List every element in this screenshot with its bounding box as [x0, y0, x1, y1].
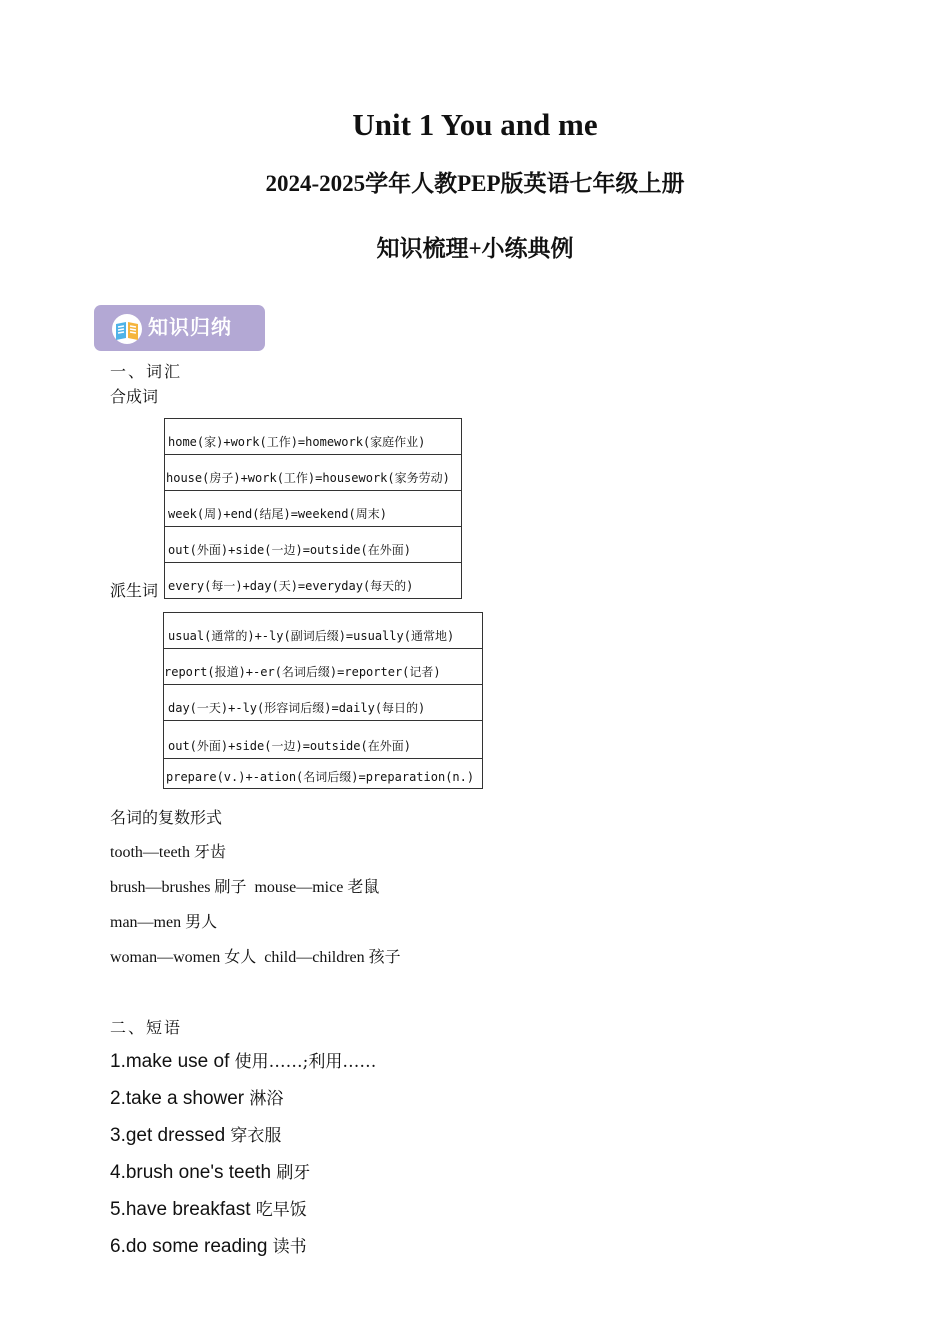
phrase-item	[110, 1123, 281, 1149]
plural-english: mouse—mice	[254, 879, 344, 896]
table-cell: home(家)+work(工作)=homework(家庭作业)	[165, 419, 462, 455]
phrases-heading: 二、短语	[110, 1018, 183, 1037]
plural-nouns-label: 名词的复数形式	[110, 808, 223, 827]
table-cell: week(周)+end(结尾)=weekend(周末)	[165, 491, 462, 527]
phrase-item	[110, 1086, 283, 1112]
phrase-chinese: 淋浴	[249, 1089, 284, 1109]
plural-english: brush—brushes	[110, 879, 211, 896]
table-row	[164, 685, 483, 721]
compound-words-table	[164, 418, 462, 599]
phrase-item	[110, 1234, 307, 1260]
table-row	[164, 649, 483, 685]
vocabulary-heading: 一、词汇	[110, 362, 183, 381]
table-row	[165, 563, 462, 599]
section-badge	[94, 305, 265, 351]
plural-english: child—children	[264, 949, 365, 966]
phrase-english: 5.have breakfast	[110, 1199, 251, 1220]
table-cell: report(报道)+-er(名词后缀)=reporter(记者)	[164, 649, 483, 685]
table-row	[164, 721, 483, 759]
phrase-chinese: 使用……;利用……	[234, 1052, 377, 1072]
phrase-chinese: 读书	[272, 1237, 307, 1257]
plural-line	[110, 911, 217, 934]
plural-chinese: 女人	[224, 947, 257, 966]
plural-chinese: 刷子	[214, 877, 247, 896]
table-cell: out(外面)+side(一边)=outside(在外面)	[165, 527, 462, 563]
table-row	[164, 759, 483, 789]
phrase-chinese: 吃早饭	[255, 1200, 307, 1220]
plural-english: woman—women	[110, 949, 221, 966]
page-title: Unit 1 You and me	[352, 107, 598, 142]
table-cell: house(房子)+work(工作)=housework(家务劳动)	[165, 455, 462, 491]
phrase-item	[110, 1049, 376, 1075]
page-subtitle-secondary: 知识梳理+小练典例	[376, 236, 574, 261]
plural-chinese: 牙齿	[193, 842, 226, 861]
phrase-english: 2.take a shower	[110, 1088, 245, 1109]
table-row	[164, 613, 483, 649]
plural-chinese: 孩子	[368, 947, 401, 966]
phrase-english: 6.do some reading	[110, 1236, 268, 1257]
plural-line	[110, 876, 379, 899]
open-book-icon	[111, 313, 143, 345]
phrase-english: 1.make use of	[110, 1051, 230, 1072]
plural-english: man—men	[110, 914, 182, 931]
page-subtitle: 2024-2025学年人教PEP版英语七年级上册	[265, 171, 685, 196]
table-row	[165, 527, 462, 563]
plural-chinese: 老鼠	[347, 877, 380, 896]
table-cell: out(外面)+side(一边)=outside(在外面)	[164, 721, 483, 759]
phrase-item	[110, 1197, 307, 1223]
phrase-item	[110, 1160, 310, 1186]
phrase-english: 4.brush one's teeth	[110, 1162, 272, 1183]
plural-english: tooth—teeth	[110, 844, 190, 861]
table-cell: day(一天)+-ly(形容词后缀)=daily(每日的)	[164, 685, 483, 721]
table-row	[165, 419, 462, 455]
plural-chinese: 男人	[185, 912, 218, 931]
plural-line	[110, 841, 226, 864]
table-cell: every(每一)+day(天)=everyday(每天的)	[165, 563, 462, 599]
compound-words-label: 合成词	[110, 387, 159, 406]
phrase-chinese: 刷牙	[276, 1163, 311, 1183]
phrase-english: 3.get dressed	[110, 1125, 226, 1146]
table-cell: usual(通常的)+-ly(副词后缀)=usually(通常地)	[164, 613, 483, 649]
plural-line	[110, 946, 401, 969]
phrase-chinese: 穿衣服	[230, 1126, 282, 1146]
section-badge-label: 知识归纳	[148, 315, 232, 339]
derived-words-label: 派生词	[110, 581, 159, 600]
table-row	[165, 491, 462, 527]
table-cell: prepare(v.)+-ation(名词后缀)=preparation(n.)	[164, 759, 483, 789]
derived-words-table	[163, 612, 483, 789]
table-row	[165, 455, 462, 491]
